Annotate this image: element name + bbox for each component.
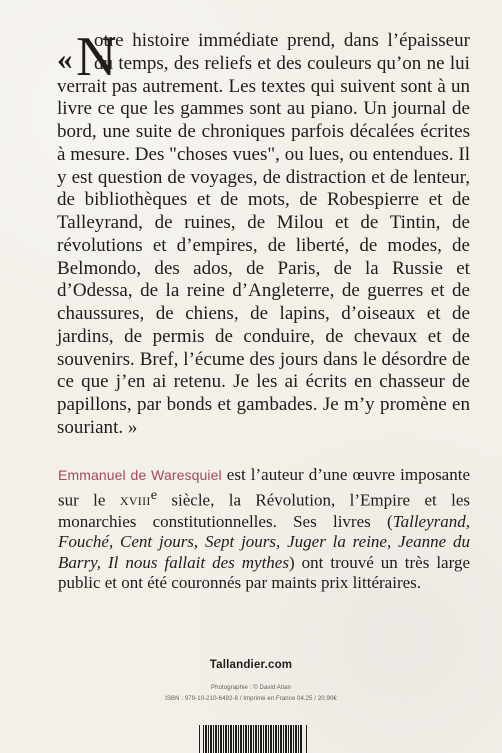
quote-line: décalées écrites à mesure. Des "choses vues", ou <box>57 121 470 165</box>
book-titles: Talleyrand, Fouché, Cent jours, Sept jours, Juger la reine, Jeanne du Barry, Il nous fallait des mythes <box>58 511 470 572</box>
author-name: Emmanuel de Waresquiel <box>58 467 222 483</box>
quote-line: du temps, des reliefs et des couleurs qu’on <box>94 52 422 74</box>
quote-line: d’oiseaux et de jardins, de permis de conduire, de <box>57 303 470 347</box>
quote-line: de la Russie et d’Odessa, de la reine d’Angleterre, <box>57 257 470 302</box>
bio-text-part-2: siècle, la Révolution, l’Empire et les monarchies constitutionnelles. Ses livres ( <box>58 491 470 531</box>
quote-line: dans le désordre de ce que j’en ai retenu. Je les ai <box>57 348 470 393</box>
quote-line: de distraction et de lenteur, de bibliothèques et de <box>57 166 470 211</box>
quote-line: otre histoire immédiate prend, dans l’épaisseur <box>94 30 470 51</box>
century-roman-numeral: XVIII <box>119 494 151 509</box>
barcode <box>203 725 303 753</box>
century-suffix: e <box>150 487 157 504</box>
quote-line: mots, de Robespierre et de Talleyrand, de ruines, <box>57 189 470 233</box>
quote-line: écrits en chasseur de papillons, par bonds et <box>57 371 470 415</box>
opening-quote-mark: « <box>57 41 73 76</box>
quoted-excerpt <box>57 26 470 440</box>
photo-credit: Photographie : © David Atlan <box>211 685 291 691</box>
quote-line: de liberté, de modes, de Belmondo, des ados, de Paris, <box>57 234 470 279</box>
quote-line: sont à un livre ce que les gammes sont au piano. <box>57 75 470 120</box>
author-bio <box>58 465 470 594</box>
quote-line: de guerres et de chaussures, de chiens, de lapins, <box>57 280 470 324</box>
quote-line: de Milou et de Tintin, de révolutions et d’empires, <box>57 212 470 256</box>
quote-line: Un journal de bord, une suite de chroniques parfois <box>57 98 470 142</box>
quote-paragraph <box>57 26 470 440</box>
publisher-website: Tallandier.com <box>209 659 293 671</box>
quote-line: lues, ou entendues. Il y est question de voyages, <box>57 143 470 188</box>
bio-text-part-1: est l’auteur d’une œuvre imposante sur le <box>58 465 470 511</box>
quote-line-last: gambades. Je m’y promène en souriant. » <box>57 394 470 438</box>
drop-cap-letter: N <box>76 26 117 88</box>
quote-line: ne lui verrait pas autrement. Les textes qui suivent <box>57 52 470 97</box>
isbn-line: ISBN : 979-10-210-6492-8 / Imprimé en France 04.25 / 20,90€ <box>165 696 337 702</box>
credits-block <box>0 683 502 705</box>
bio-text-part-3: ) ont trouvé un très large public et ont été couronnés par maints prix littéraires. <box>58 552 470 593</box>
quote-line: chevaux et de souvenirs. Bref, l’écume des jours <box>57 325 470 370</box>
